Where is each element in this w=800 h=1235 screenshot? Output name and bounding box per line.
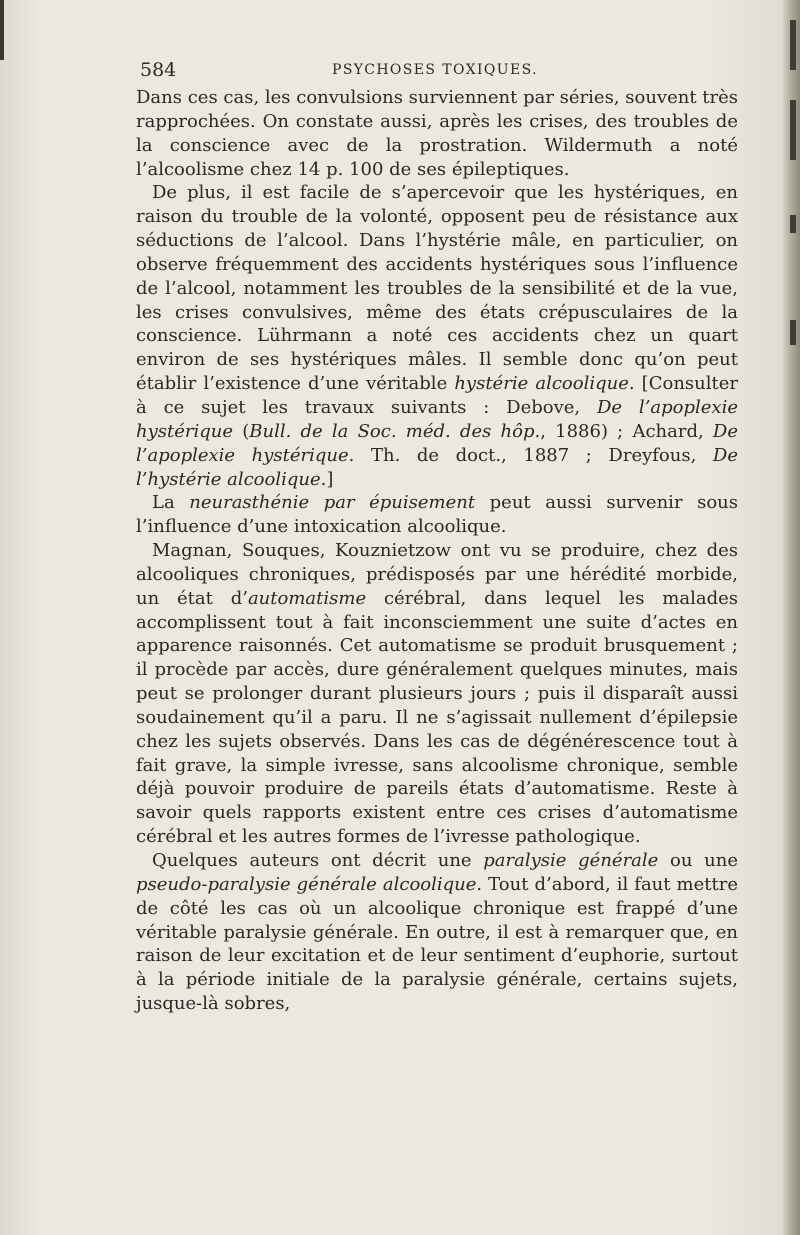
text-run: ( <box>233 420 250 442</box>
text-run: .] <box>320 468 334 490</box>
italic-text: automatisme <box>247 587 367 609</box>
binding-mark <box>790 215 796 233</box>
italic-text: De l’hystérie alcoolique <box>136 444 739 490</box>
italic-text: De l’apoplexie hystérique <box>136 396 738 442</box>
body-text <box>136 86 738 1016</box>
text-run: cérébral, dans lequel les malades accomplissent tout à fait inconsciemment une suite d’actes en apparence raisonnés. Cet automatisme se produit brusquement ; il procède par accès, dure généralement quelques minutes, mais peut se prolonger durant plusieurs jours ; puis il disparaît aussi soudainement qu’il a paru. Il ne s’agissait nullement d’épilepsie chez les sujets observés. Dans les cas de dégénérescence tout à fait grave, la simple ivresse, sans alcoolisme chronique, semble déjà pouvoir produire de pareils états d’automatisme. Reste à savoir quels rapports existent entre ces crises d’automatisme cérébral et les autres formes de l’ivresse pathologique. <box>136 587 738 848</box>
italic-text: paralysie générale <box>483 850 659 871</box>
italic-text: Bull. de la Soc. méd. des hôp. <box>249 420 541 442</box>
text-run: Magnan, Souques, Kouznietzow ont vu se produire, chez des alcooliques chroniques, prédisposés par une hérédité morbide, un état d’ <box>136 540 738 609</box>
text-run: , 1886) ; Achard, <box>540 420 713 442</box>
text-run: La <box>152 492 190 514</box>
text-run: Dans ces cas, les convulsions surviennent par séries, souvent très rapprochées. On constate aussi, après les crises, des troubles de la conscience avec de la prostration. Wildermuth a noté l’alcoolisme chez 14 p. 100 de ses épileptiques. <box>136 87 739 180</box>
page-edge-left <box>0 0 4 60</box>
text-run: . Tout d’abord, il faut mettre de côté les cas où un alcoolique chronique est frappé d’une véritable paralysie générale. En outre, il est à remarquer que, en raison de leur excitation et de leur sentiment d’euphorie, surtout à la période initiale de la paralysie générale, certains sujets, jusque-là sobres, <box>136 873 738 1015</box>
binding-mark <box>790 320 796 345</box>
page-header <box>140 59 740 85</box>
text-run: Quelques auteurs ont décrit une <box>152 850 484 871</box>
text-run: . Th. de doct., 1887 ; Dreyfous, <box>348 444 713 466</box>
text-run: ou une <box>658 850 738 871</box>
paragraph <box>136 491 738 539</box>
binding-mark <box>790 100 796 160</box>
paragraph <box>136 181 738 491</box>
text-run: peut aussi survenir sous l’influence d’une intoxication alcoolique. <box>136 492 739 538</box>
text-run: . [Consulter à ce sujet les travaux suivants : Debove, <box>136 373 738 418</box>
page-edge-right <box>782 0 800 1235</box>
italic-text: pseudo-paralysie générale alcoolique <box>136 873 477 895</box>
text-run: De plus, il est facile de s’apercevoir que les hystériques, en raison du trouble de la volonté, opposent peu de résistance aux séductions de l’alcool. Dans l’hystérie mâle, en particulier, on observe fréquemment des accidents hystériques sous l’influence de l’alcool, notamment les troubles de la sensibilité et de la vue, les crises convulsives, même des états crépusculaires de la conscience. Lührmann a noté ces accidents chez un quart environ de ses hystériques mâles. Il semble donc qu’on peut établir l’existence d’une véritable <box>136 182 738 395</box>
paragraph <box>136 539 738 849</box>
page-number: 584 <box>140 59 177 81</box>
binding-mark <box>790 20 796 70</box>
paragraph <box>136 86 738 181</box>
paragraph <box>136 849 738 1016</box>
running-title: PSYCHOSES TOXIQUES. <box>332 62 538 78</box>
italic-text: neurasthénie par épuisement <box>189 492 476 514</box>
italic-text: De l’apoplexie hystérique <box>136 420 738 466</box>
italic-text: hystérie alcoolique <box>454 373 629 395</box>
